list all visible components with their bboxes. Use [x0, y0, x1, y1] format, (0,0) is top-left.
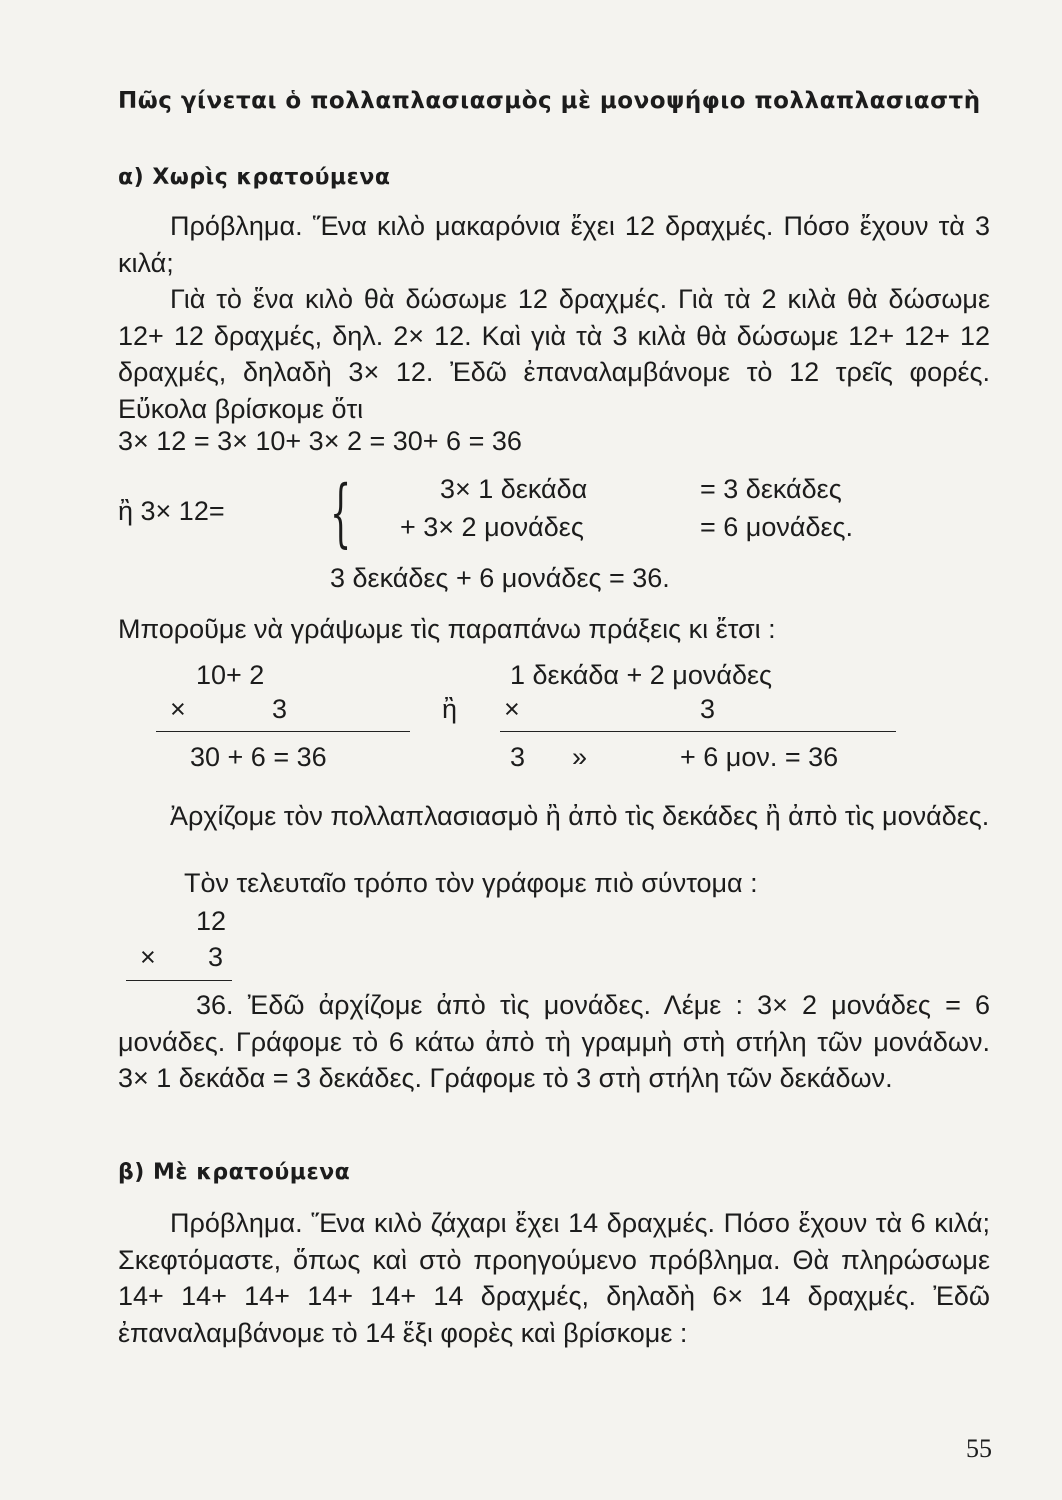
paragraph-4 — [118, 798, 990, 835]
mult2-rule — [500, 731, 896, 732]
alt-line1-right: = 3 δεκάδες — [700, 474, 842, 504]
paragraph-6-text: 36. Ἐδῶ ἀρχίζομε ἀπὸ τὶς μονάδες. Λέμε : 3× 2 μονάδες = 6 μονάδες. Γράφομε τὸ 6 κάτω ἀπὸ τὴ γραμμὴ στὴ στήλη τῶν μονάδων. 3× 1 δεκάδα = 3 δεκάδες. Γράφομε τὸ 3 στὴ στήλη τῶν δεκάδων. — [118, 990, 990, 1093]
problem-2-text: Πρόβλημα. Ἕνα κιλὸ ζάχαρι ἔχει 14 δραχμές. Πόσο ἔχουν τὰ 6 κιλά; Σκεφτόμαστε, ὅπως καὶ στὸ προηγούμενο πρόβλημα. Θὰ πληρώσωμε 14+ 14+ 14+ 14+ 14+ 14 δραχμές, δηλαδὴ 6× 14 δραχμές. Ἐδῶ ἐπαναλαμβάνομε τὸ 14 ἕξι φορὲς καὶ βρίσκομε : — [118, 1208, 990, 1348]
explanation-paragraph — [118, 281, 990, 427]
subsection-b-title: β) Μὲ κρατούμενα — [118, 1160, 351, 1185]
alt-line2-left: + 3× 2 μονάδες — [400, 512, 584, 542]
problem-paragraph-1 — [118, 208, 990, 281]
mult3-times: × — [140, 942, 156, 972]
mult2-multiplier: 3 — [700, 694, 716, 724]
mult2-times: × — [504, 694, 520, 724]
alt-total: 3 δεκάδες + 6 μονάδες = 36. — [330, 563, 670, 593]
mult1-multiplier: 3 — [272, 694, 288, 724]
mult3-top: 12 — [196, 906, 227, 936]
problem-1-text: Πρόβλημα. Ἕνα κιλὸ μακαρόνια ἔχει 12 δραχμές. Πόσο ἔχουν τὰ 3 κιλά; — [118, 211, 990, 278]
paragraph-4-text: Ἀρχίζομε τὸν πολλαπλασιασμὸ ἢ ἀπὸ τὶς δεκάδες ἢ ἀπὸ τὶς μονάδες. — [170, 801, 990, 831]
mult1-result: 30 + 6 = 36 — [190, 742, 327, 772]
mult1-top: 10+ 2 — [196, 660, 265, 690]
alt-line2-right: = 6 μονάδες. — [700, 512, 854, 542]
paragraph-5: Τὸν τελευταῖο τρόπο τὸν γράφομε πιὸ σύντομα : — [184, 868, 758, 898]
paragraph-6 — [118, 987, 990, 1097]
subsection-a-title: α) Χωρὶς κρατούμενα — [118, 165, 391, 190]
alternative-label: ἢ 3× 12= — [118, 496, 225, 526]
explanation-text: Γιὰ τὸ ἕνα κιλὸ θὰ δώσωμε 12 δραχμές. Γιὰ τὰ 2 κιλὰ θὰ δώσωμε 12+ 12 δραχμές, δηλ. 2× 12. Καὶ γιὰ τὰ 3 κιλὰ θὰ δώσωμε 12+ 12+ 12 δραχμές, δηλαδὴ 3× 12. Ἐδῶ ἐπαναλαμβάνομε τὸ 12 τρεῖς φορές. Εὔκολα βρίσκομε ὅτι — [118, 284, 990, 424]
mult1-rule — [156, 731, 410, 732]
paragraph-3: Μποροῦμε νὰ γράψωμε τὶς παραπάνω πράξεις κι ἔτσι : — [118, 614, 776, 644]
page-number: 55 — [966, 1434, 992, 1463]
or-word: ἢ — [442, 694, 458, 724]
mult2-result-c: + 6 μον. = 36 — [680, 742, 839, 772]
section-heading: Πῶς γίνεται ὁ πολλαπλασιασμὸς μὲ μονοψήφιο πολλαπλασιαστὴ — [118, 88, 981, 114]
brace-left: { — [330, 470, 352, 556]
mult3-rule — [126, 980, 232, 981]
mult1-times: × — [170, 694, 186, 724]
mult2-result-a: 3 — [510, 742, 526, 772]
equation-expanded: 3× 12 = 3× 10+ 3× 2 = 30+ 6 = 36 — [118, 426, 522, 456]
alt-line1-left: 3× 1 δεκάδα — [440, 474, 588, 504]
mult3-multiplier: 3 — [208, 942, 224, 972]
problem-paragraph-2 — [118, 1205, 990, 1351]
mult2-result-b: » — [572, 742, 588, 772]
mult2-top: 1 δεκάδα + 2 μονάδες — [510, 660, 773, 690]
